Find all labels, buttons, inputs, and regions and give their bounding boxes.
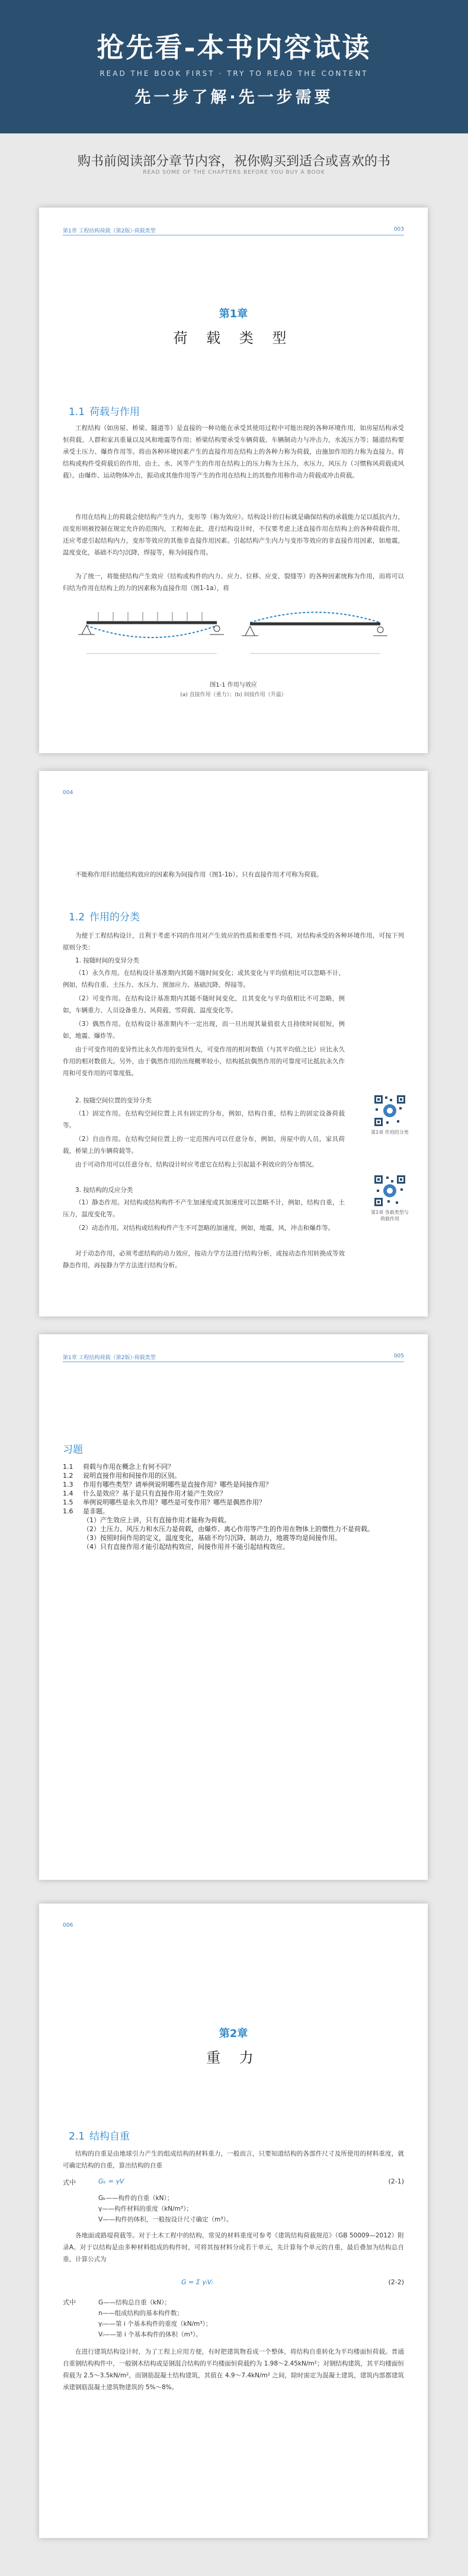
page-number: 003 [393,227,404,232]
paragraph: （1）固定作用。在结构空间位置上具有固定的分布，例如，结构自重，结构上的固定设备荷载等。 [63,1110,345,1129]
intro-text: 购书前阅读部分章节内容，祝你购买到适合或喜欢的书 [77,154,390,169]
sample-page-2 [39,771,428,1316]
paragraph: 各地面或路堤荷载等。对于土木工程中的结构，常见的材料重度可参考《建筑结构荷载规范》（GB 50009—2012）附录A。对于以结构是由多种材料组成的构件时，可将其按材料分成若干单元，先计算每个单元的自重，最后叠加为结构总自重，计算公式为 [63,2232,404,2263]
paragraph: 结构的自重是由地球引力产生的组成结构的材料重力，一般而言，只要知道结构的各部件尺寸及所使用的材料重度，就可确定结构的自重，算出结构的自重 [63,2150,404,2169]
sample-page-4 [39,1904,428,2538]
exercise-item: 1.6 是非题。 [63,1507,109,1515]
section-number: 1.1 [69,406,85,418]
banner-subtitle: READ THE BOOK FIRST · TRY TO READ THE CONTENT [100,69,368,78]
exercise-subitem: （4）只有直接作用才能引起结构效应，间接作用并不能引起结构效应。 [83,1543,289,1551]
section-heading [69,908,140,923]
list-heading: 3. 按结构的反应分类 [75,1187,133,1194]
chapter-number: 第1章 [219,308,248,320]
symbol-definition: Gₖ——构件的自重（kN）； [98,2195,174,2202]
beam-b [242,613,387,654]
paragraph: （1）静态作用。对结构或结构构件不产生加速度或其加速度可以忽略不计，例如，结构自重，土压力，温度变化等。 [63,1199,345,1218]
exercise-list [63,1462,404,1551]
header-banner [0,0,468,133]
section-heading [69,403,140,418]
paragraph: 为了统一，将能使结构产生效应（结构或构件的内力、应力、位移、应变、裂缝等）的各种因素统称为作用，而将可以归结为作用在结构上的力的因素称为直接作用（图1-1a），将 [63,573,404,592]
chapter-number: 第2章 [219,2027,248,2040]
symbol-definition: G——结构总自重（kN）； [98,2299,171,2306]
symbol-definition: n——组成结构的基本构件数； [98,2310,184,2317]
page-number: 006 [63,1923,73,1928]
beam-a [78,612,224,653]
exercise-item: 1.5 举例说明哪些是永久作用？哪些是可变作用？哪些是偶然作用？ [63,1499,265,1506]
formula-2-1 [63,2178,404,2191]
paragraph: （2）自由作用。在结构空间位置上的一定范围内可以任意分布，例如，房屋中的人员，家具荷载，桥梁上的车辆荷载等。 [63,1136,345,1155]
running-header-title: 第1章 工程结构荷载（第2版）·荷载类型 [63,1355,156,1361]
section-title: 结构自重 [89,2131,130,2143]
paragraph: 对于动态作用，必须考虑结构的动力效应，按动力学方法进行结构分析，或按动态作用转换成等效静态作用，再按静力学方法进行结构分析。 [63,1250,345,1269]
running-header [63,1353,404,1362]
section-number: 2.1 [69,2131,85,2143]
figure-1-1 [63,605,404,698]
running-header [63,227,404,235]
symbol-list [98,2297,404,2340]
paragraph: （3）偶然作用。在结构设计基准期内不一定出现，而一旦出现其量值很大且持续时间很短，例如，地震、爆炸等。 [63,1021,345,1040]
paragraph: 在进行建筑结构设计时，为了工程上应用方便，有时把建筑物看成一个整体，将结构自重转化为平均楼面恒荷载。普通自重钢结构构件中，一般钢木结构或是钢混合结构的平均楼面恒荷载约为 1.98～2.45kN/m²；对钢结构建筑，其平均楼面恒荷载为 2.5～3.5kN/m²，而钢筋混凝土结构建筑，其值在 4.9～7.4kN/m² 之间，除时需定为混凝土建筑，建筑内部都建筑承建钢筋混凝土建筑物建筑的 5%～8%。 [63,2348,404,2391]
formula-body: G = Σ γᵢVᵢ [181,2278,213,2286]
symbol-definition: γᵢ——第 i 个基本构件的重度（kN/m³）； [98,2320,212,2328]
symbol-list [98,2193,404,2225]
paragraph: （2）可变作用。在结构设计基准期内其随不随时间变化，且其变化与平均值相比不可忽略，例如，车辆重力、人员设备重力、风荷载、雪荷载、温度变化等。 [63,995,345,1014]
exercise-item: 1.4 什么是效应？基于是只有直接作用才能产生效应？ [63,1490,226,1497]
banner-title: 抢先看-本书内容试读 [97,31,371,63]
sample-page-3 [39,1334,428,1880]
qr-code-icon [373,1174,406,1207]
paragraph: （1）永久作用。在结构设计基准期内其随不随时间变化；或其变化与平均值相比可以忽略不计，例如，结构自重、土压力、水压力、预加应力、基础沉降、焊接等。 [63,970,345,989]
exercise-item: 1.3 作用有哪些类型？请举例说明哪些是直接作用？哪些是间接作用？ [63,1481,272,1488]
paragraph: 由于可变作用的变异性比永久作用的变异性大，可变作用的相对数值（与其平均值之比）应比永久作用的相对数值大。另外，由于偶然作用的出现概率较小，结构抵抗偶然作用的可靠度可比抵抗永久作用和可变作用的可靠度低。 [63,1046,345,1077]
formula-lead: 式中 [63,2179,76,2186]
sample-page-1 [39,208,428,753]
chapter-title: 重 力 [206,2049,261,2066]
exercise-item: 1.1 荷载与作用在概念上有何不同？ [63,1463,174,1471]
list-heading: 2. 按随空间位置的变异分类 [75,1097,152,1104]
paragraph: 为便于工程结构设计，且利于考虑不同的作用对产生效应的性质和重要性不同，对结构承受的各种环境作用，可按下列原则分类： [63,932,404,951]
symbol-definition: Vᵢ——第 i 个基本构件的体积（m³）。 [98,2331,202,2338]
qr-code-label: 第1章 作用的分类 [371,1130,409,1135]
qr-code-icon [373,1094,406,1127]
paragraph: （2）动态作用。对结构或结构构件产生不可忽略的加速度，例如，地震，风，冲击和爆炸等。 [75,1225,335,1232]
qr-code-label: 第1章 各载类型与荷载作用 [371,1210,409,1222]
exercises-title: 习题 [63,1444,83,1456]
list-heading: 1. 按随时间的变异分类 [75,957,139,964]
beam-diagram [63,605,404,675]
section-heading [69,2128,130,2143]
formula-body: Gₖ = γV [98,2178,124,2185]
paragraph: 工程结构（如房屋、桥梁、隧道等）是直接的一种功能在承受其使用过程中可能出现的各种环境作用，如房屋结构承受恒荷载、人群和家具重量以及风和地震等作用；桥梁结构要承受车辆荷载、车辆制动力与冲击力，水流压力等；隧道结构要承受土压力、爆炸作用等。将由各种环境因素产生的直接作用在结构上的各种力称为荷载，由施加作用的力称为直接力。将结构或构件受荷载后的作用，由土、水、风等产生的作用在结构上的压力称为土压力，水压力，风压力（习惯称风荷载或风载），由爆炸、运动物体冲击，振动或其他作用等产生的作用在结构上的其他作用称作动力荷载或冲击荷载。 [63,425,404,479]
banner-slogan: 先一步了解·先一步需要 [134,88,334,107]
symbol-definition: V——构件的体积，一般按设计尺寸确定（m³）。 [98,2216,233,2223]
formula-number: (2-1) [388,2178,404,2185]
chapter-title: 荷 载 类 型 [173,330,294,346]
exercise-subitem: （1）产生效应上讲，只有直接作用才能称为荷载。 [83,1516,230,1524]
paragraph: 不能称作用归结能结构效应的因素称为间接作用（图1-1b）。只有直接作用才可称为荷载。 [75,871,323,878]
qr-code-block[interactable] [371,1174,409,1222]
formula-2-2 [63,2278,404,2291]
intro-english: READ SOME OF THE CHAPTERS BEFORE YOU BUY A BOOK [143,170,325,176]
running-header-title: 第1章 工程结构荷载（第2版）·荷载类型 [63,228,156,234]
symbol-definition: γ——构件材料的重度（kN/m³）； [98,2205,193,2212]
figure-subcaption: (a) 直接作用（重力）；(b) 间接作用（升温） [180,692,287,698]
qr-code-block[interactable] [371,1094,409,1136]
page-number: 005 [393,1353,404,1359]
paragraph: 作用在结构上的荷载会使结构产生内力，变形等（称为效应）。结构设计的目标就是确保结构的承载能力足以抵抗内力，而变形则被控制在规定允许的范围内，工程师在此，进行结构设计时，不仅要考虑上述直接作用在结构上的各种荷载作用，还应考虑引起结构内力，变形等效应的其他非直接作用因素。引起结构产生内力与变形等效应的非直接作用因素，如地震，温度变化，基础不均匀沉降，焊接等，称为间接作用。 [63,514,404,556]
exercise-subitem: （2）土压力、风压力和水压力是荷载，由爆炸、离心作用等产生的作用在物体上的惯性力不是荷载。 [83,1525,374,1533]
page-number: 004 [63,790,73,796]
section-title: 荷载与作用 [89,406,140,418]
formula-lead: 式中 [63,2298,76,2306]
section-title: 作用的分类 [89,911,140,923]
formula-number: (2-2) [388,2278,404,2286]
exercise-item: 1.2 说明直接作用和间接作用的区别。 [63,1472,181,1480]
figure-caption: 图1-1 作用与效应 [210,682,257,688]
paragraph: 由于可动作用可以任意分布，结构设计时应考虑它在结构上引起最不利效应的分布情况。 [75,1161,318,1168]
section-number: 1.2 [69,911,85,923]
exercise-subitem: （3）按照时间作用的定义，温度变化，基础不均匀沉降，制动力，地震等均是间接作用。 [83,1534,341,1542]
